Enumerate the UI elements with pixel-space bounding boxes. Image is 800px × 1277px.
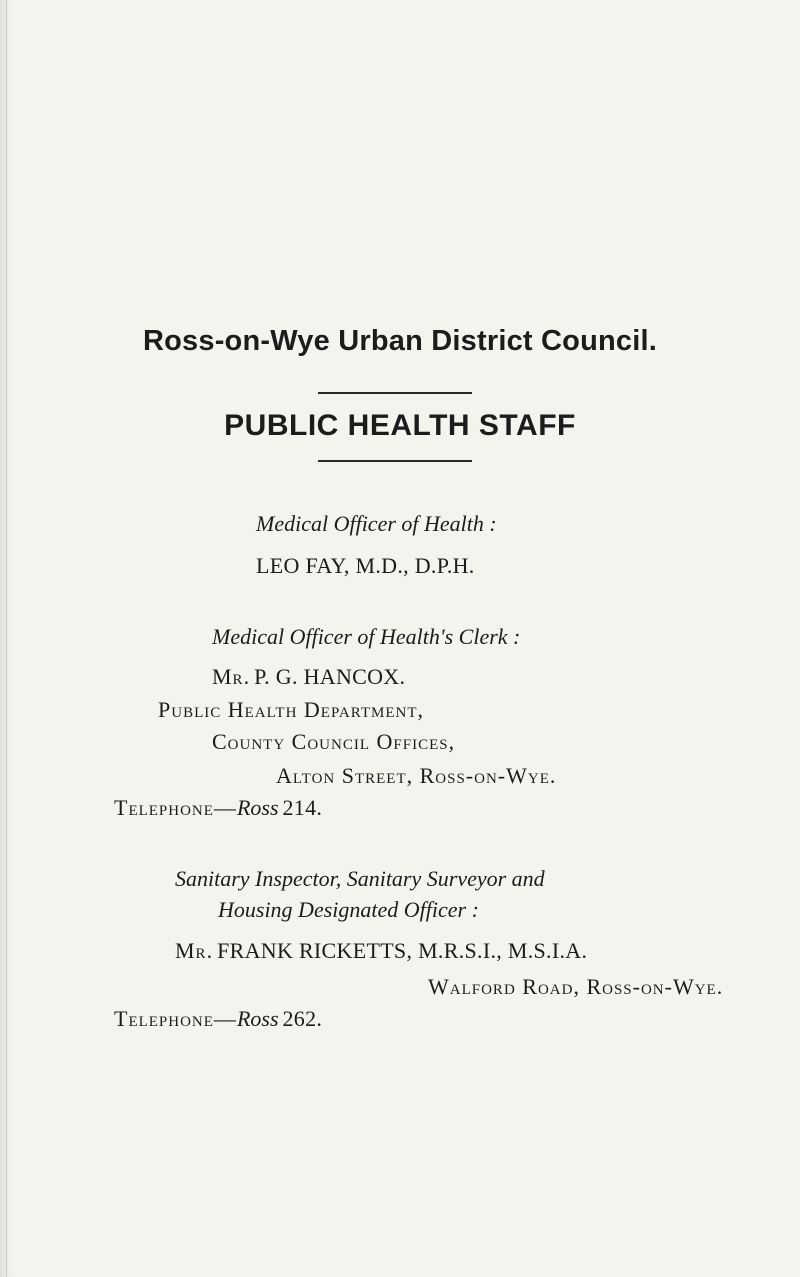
clerk-name-text: P. G. HANCOX. (254, 664, 406, 689)
inspector-name (175, 938, 587, 964)
clerk-telephone-number: 214. (282, 795, 323, 820)
inspector-name-text: FRANK RICKETTS, M.R.S.I., M.S.I.A. (217, 938, 588, 963)
inspector-role-line1: Sanitary Inspector, Sanitary Surveyor and (175, 866, 545, 891)
inspector-address: Walford Road, Ross-on-Wye. (428, 974, 724, 999)
moh-name: LEO FAY, M.D., D.P.H. (256, 553, 475, 578)
page-title: PUBLIC HEALTH STAFF (224, 409, 576, 442)
clerk-address-line1: Public Health Department, (158, 697, 425, 722)
page-binding-line (6, 0, 7, 1277)
inspector-telephone-exchange: Ross (236, 1006, 279, 1031)
inspector-role-line2: Housing Designated Officer : (218, 897, 479, 922)
clerk-role: Medical Officer of Health's Clerk : (212, 624, 521, 649)
clerk-name (212, 664, 405, 690)
council-name: Ross-on-Wye Urban District Council. (142, 325, 658, 357)
clerk-telephone (114, 795, 322, 821)
inspector-telephone-number: 262. (282, 1006, 323, 1031)
moh-role: Medical Officer of Health : (256, 511, 497, 536)
clerk-name-prefix: Mr. (212, 664, 251, 689)
clerk-address-line3: Alton Street, Ross-on-Wye. (276, 763, 557, 788)
title-rule-bottom (318, 460, 472, 462)
inspector-name-prefix: Mr. (175, 938, 214, 963)
inspector-telephone (114, 1006, 322, 1032)
title-rule-top (318, 392, 472, 394)
clerk-address-line2: County Council Offices, (212, 729, 456, 754)
clerk-telephone-exchange: Ross (236, 795, 279, 820)
page-binding-edge (0, 0, 14, 1277)
clerk-telephone-label: Telephone— (114, 795, 237, 820)
inspector-telephone-label: Telephone— (114, 1006, 237, 1031)
